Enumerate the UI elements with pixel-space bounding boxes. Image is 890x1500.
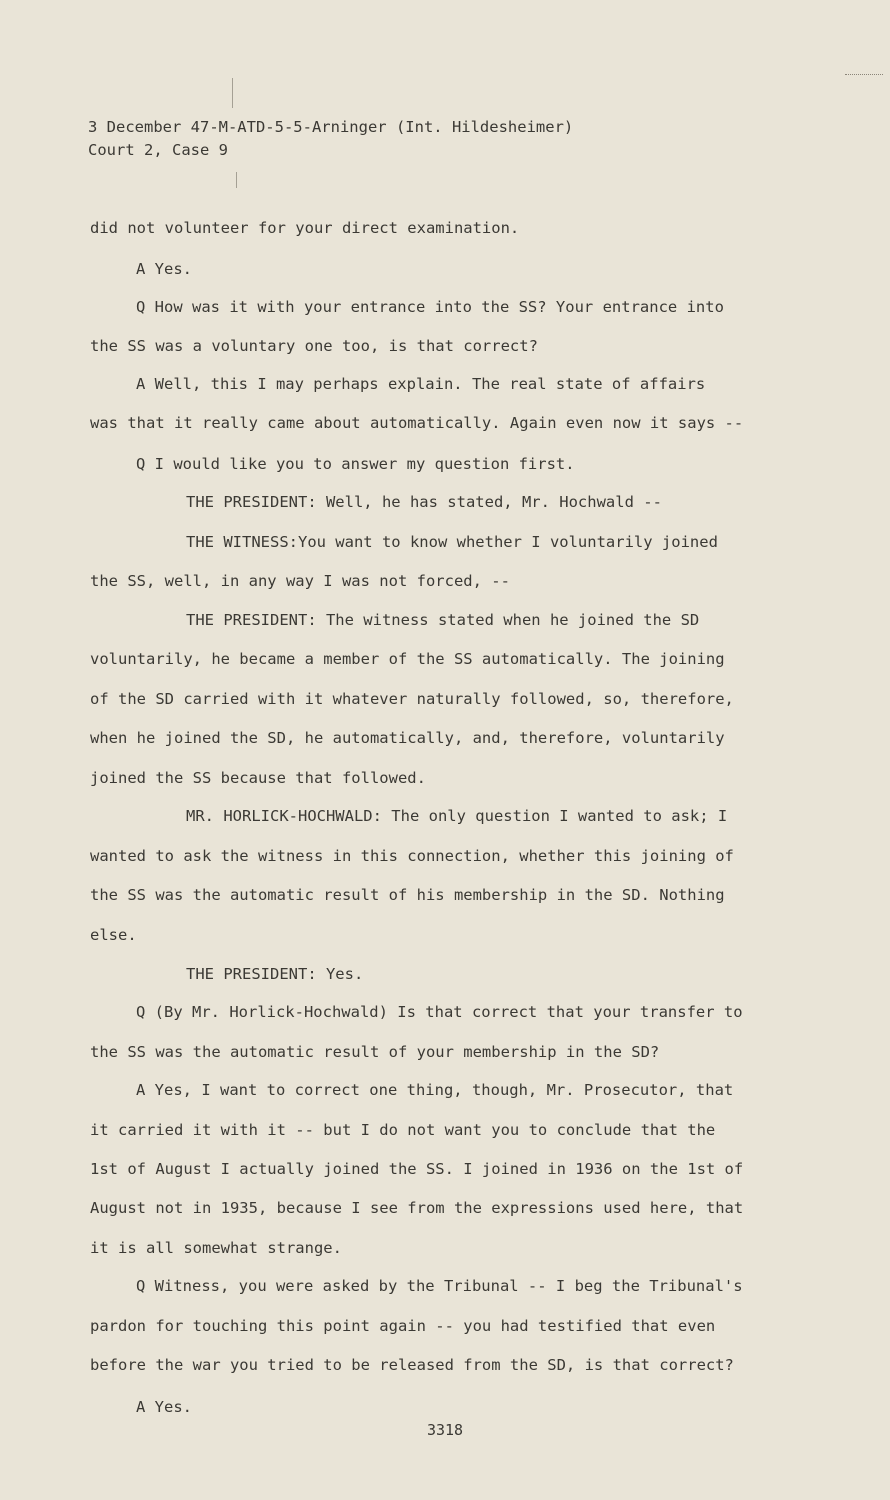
transcript-line: August not in 1935, because I see from the expressions used here, that (90, 1199, 744, 1217)
transcript-line: THE PRESIDENT: The witness stated when he joined the SD (186, 611, 700, 629)
transcript-line: did not volunteer for your direct examination. (90, 219, 520, 237)
transcript-line: Q I would like you to answer my question first. (136, 455, 575, 473)
transcript-line: Q How was it with your entrance into the SS? Your entrance into (136, 298, 724, 316)
transcript-line: A Yes. (136, 260, 192, 278)
transcript-line: before the war you tried to be released from the SD, is that correct? (90, 1356, 734, 1374)
transcript-line: the SS was the automatic result of your membership in the SD? (90, 1043, 660, 1061)
transcript-line: A Yes, I want to correct one thing, though, Mr. Prosecutor, that (136, 1081, 734, 1099)
transcript-line: of the SD carried with it whatever naturally followed, so, therefore, (90, 690, 734, 708)
transcript-line: THE WITNESS:You want to know whether I voluntarily joined (186, 533, 718, 551)
transcript-line: else. (90, 926, 137, 944)
transcript-line: A Yes. (136, 1398, 192, 1416)
transcript-line: THE PRESIDENT: Well, he has stated, Mr. Hochwald -- (186, 493, 662, 511)
ink-mark (236, 172, 237, 188)
transcript-line: joined the SS because that followed. (90, 769, 426, 787)
transcript-line: the SS, well, in any way I was not forced, -- (90, 572, 510, 590)
header-court-case: Court 2, Case 9 (88, 141, 228, 159)
transcript-line: wanted to ask the witness in this connection, whether this joining of (90, 847, 734, 865)
page-number: 3318 (426, 1421, 464, 1439)
transcript-line: was that it really came about automatically. Again even now it says -- (90, 414, 744, 432)
transcript-line: MR. HORLICK-HOCHWALD: The only question I wanted to ask; I (186, 807, 728, 825)
transcript-line: when he joined the SD, he automatically, and, therefore, voluntarily (90, 729, 725, 747)
header-reference: 3 December 47-M-ATD-5-5-Arninger (Int. Hildesheimer) (88, 118, 574, 136)
transcript-line: it carried it with it -- but I do not want you to conclude that the (90, 1121, 716, 1139)
transcript-line: it is all somewhat strange. (90, 1239, 342, 1257)
transcript-line: Q Witness, you were asked by the Tribunal -- I beg the Tribunal's (136, 1277, 743, 1295)
transcript-line: pardon for touching this point again -- you had testified that even (90, 1317, 716, 1335)
transcript-line: A Well, this I may perhaps explain. The real state of affairs (136, 375, 706, 393)
transcript-line: voluntarily, he became a member of the SS automatically. The joining (90, 650, 725, 668)
margin-mark (845, 74, 883, 76)
document-header (88, 116, 573, 162)
transcript-line: Q (By Mr. Horlick-Hochwald) Is that correct that your transfer to (136, 1003, 743, 1021)
transcript-line: the SS was a voluntary one too, is that correct? (90, 337, 538, 355)
ink-mark (232, 78, 233, 108)
transcript-line: the SS was the automatic result of his membership in the SD. Nothing (90, 886, 725, 904)
transcript-line: 1st of August I actually joined the SS. I joined in 1936 on the 1st of (90, 1160, 744, 1178)
transcript-line: THE PRESIDENT: Yes. (186, 965, 364, 983)
